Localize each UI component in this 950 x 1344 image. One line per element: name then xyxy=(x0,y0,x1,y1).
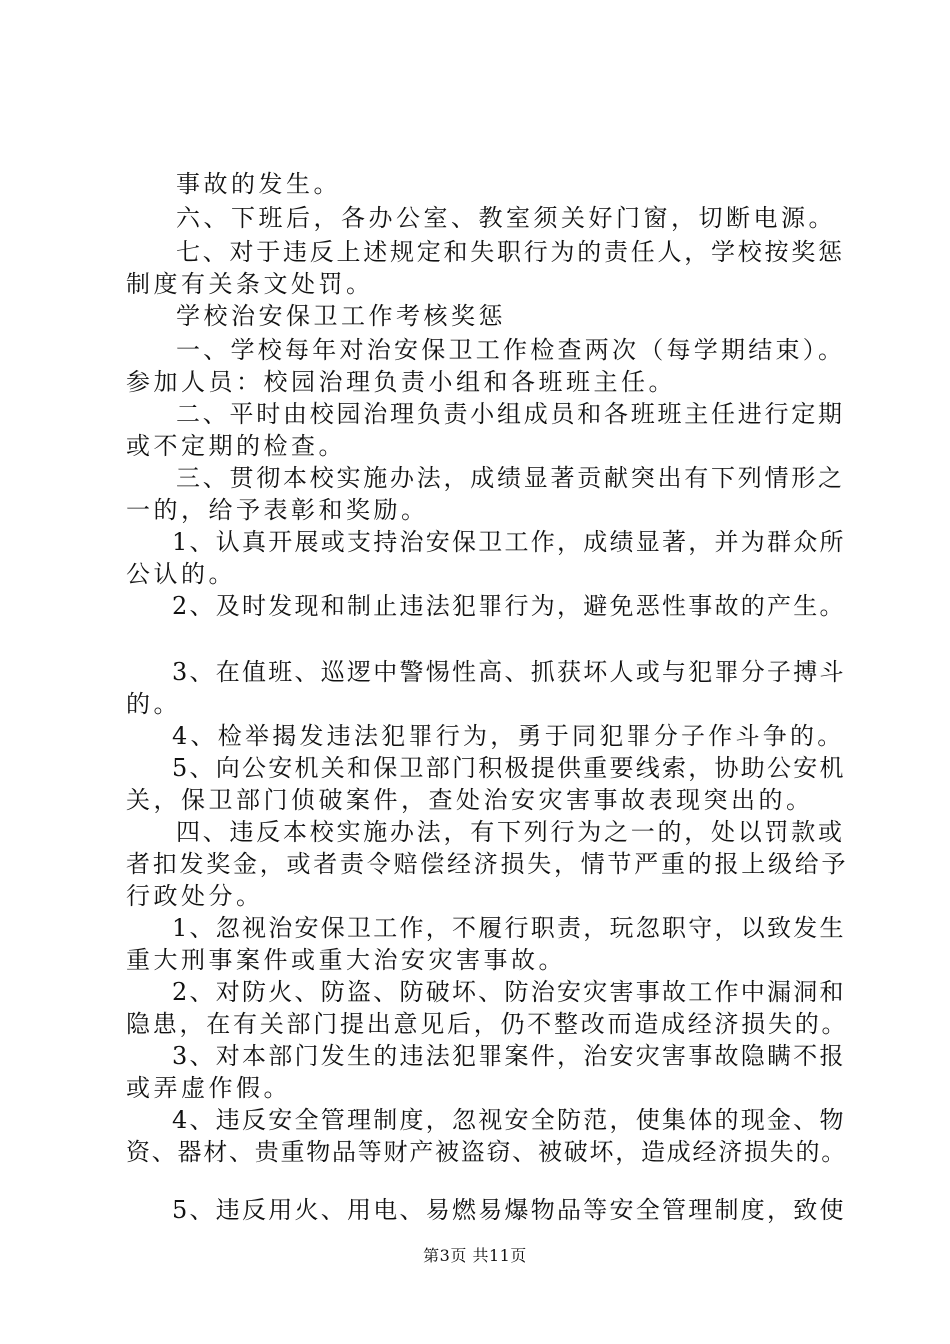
page-number-footer: 第3页 共11页 xyxy=(423,1246,527,1265)
section-heading: 学校治安保卫工作考核奖惩 xyxy=(176,302,506,330)
text-line: 5、违反用火、用电、易燃易爆物品等安全管理制度，致使 xyxy=(172,1196,846,1224)
text-line: 3、在值班、巡逻中警惕性高、抓获坏人或与犯罪分子搏斗 xyxy=(172,658,846,686)
text-line: 的。 xyxy=(126,690,181,718)
text-line: 公认的。 xyxy=(126,560,236,588)
text-line: 或不定期的检查。 xyxy=(126,432,346,460)
text-line: 重大刑事案件或重大治安灾害事故。 xyxy=(126,946,566,974)
text-line: 参加人员：校园治理负责小组和各班班主任。 xyxy=(126,368,676,396)
text-line: 一、学校每年对治安保卫工作检查两次（每学期结束）。 xyxy=(176,336,846,364)
text-line: 制度有关条文处罚。 xyxy=(126,270,374,298)
text-line: 关，保卫部门侦破案件，查处治安灾害事故表现突出的。 xyxy=(126,786,814,814)
text-line: 一的，给予表彰和奖励。 xyxy=(126,496,429,524)
text-line: 隐患，在有关部门提出意见后，仍不整改而造成经济损失的。 xyxy=(126,1010,849,1038)
text-line: 或弄虚作假。 xyxy=(126,1074,291,1102)
text-line: 4、违反安全管理制度，忽视安全防范，使集体的现金、物 xyxy=(172,1106,846,1134)
text-line: 2、对防火、防盗、防破坏、防治安灾害事故工作中漏洞和 xyxy=(172,978,846,1006)
text-line: 四、违反本校实施办法，有下列行为之一的，处以罚款或 xyxy=(176,818,845,846)
text-line: 1、忽视治安保卫工作，不履行职责，玩忽职守，以致发生 xyxy=(172,914,846,942)
text-line: 六、下班后，各办公室、教室须关好门窗，切断电源。 xyxy=(176,204,836,232)
text-line: 5、向公安机关和保卫部门积极提供重要线索，协助公安机 xyxy=(172,754,846,782)
text-line: 二、平时由校园治理负责小组成员和各班班主任进行定期 xyxy=(176,400,845,428)
text-line: 1、认真开展或支持治安保卫工作，成绩显著，并为群众所 xyxy=(172,528,846,556)
text-line: 者扣发奖金，或者责令赔偿经济损失，情节严重的报上级给予 xyxy=(126,850,849,878)
text-line: 七、对于违反上述规定和失职行为的责任人，学校按奖惩 xyxy=(176,238,845,266)
text-line: 3、对本部门发生的违法犯罪案件，治安灾害事故隐瞒不报 xyxy=(172,1042,846,1070)
text-line: 2、及时发现和制止违法犯罪行为，避免恶性事故的产生。 xyxy=(172,592,846,620)
text-line: 事故的发生。 xyxy=(176,170,341,198)
text-line: 三、贯彻本校实施办法，成绩显著贡献突出有下列情形之 xyxy=(176,464,845,492)
text-line: 资、器材、贵重物品等财产被盗窃、被破坏，造成经济损失的。 xyxy=(126,1138,847,1166)
text-line: 4、检举揭发违法犯罪行为，勇于同犯罪分子作斗争的。 xyxy=(172,722,845,750)
text-line: 行政处分。 xyxy=(126,882,264,910)
